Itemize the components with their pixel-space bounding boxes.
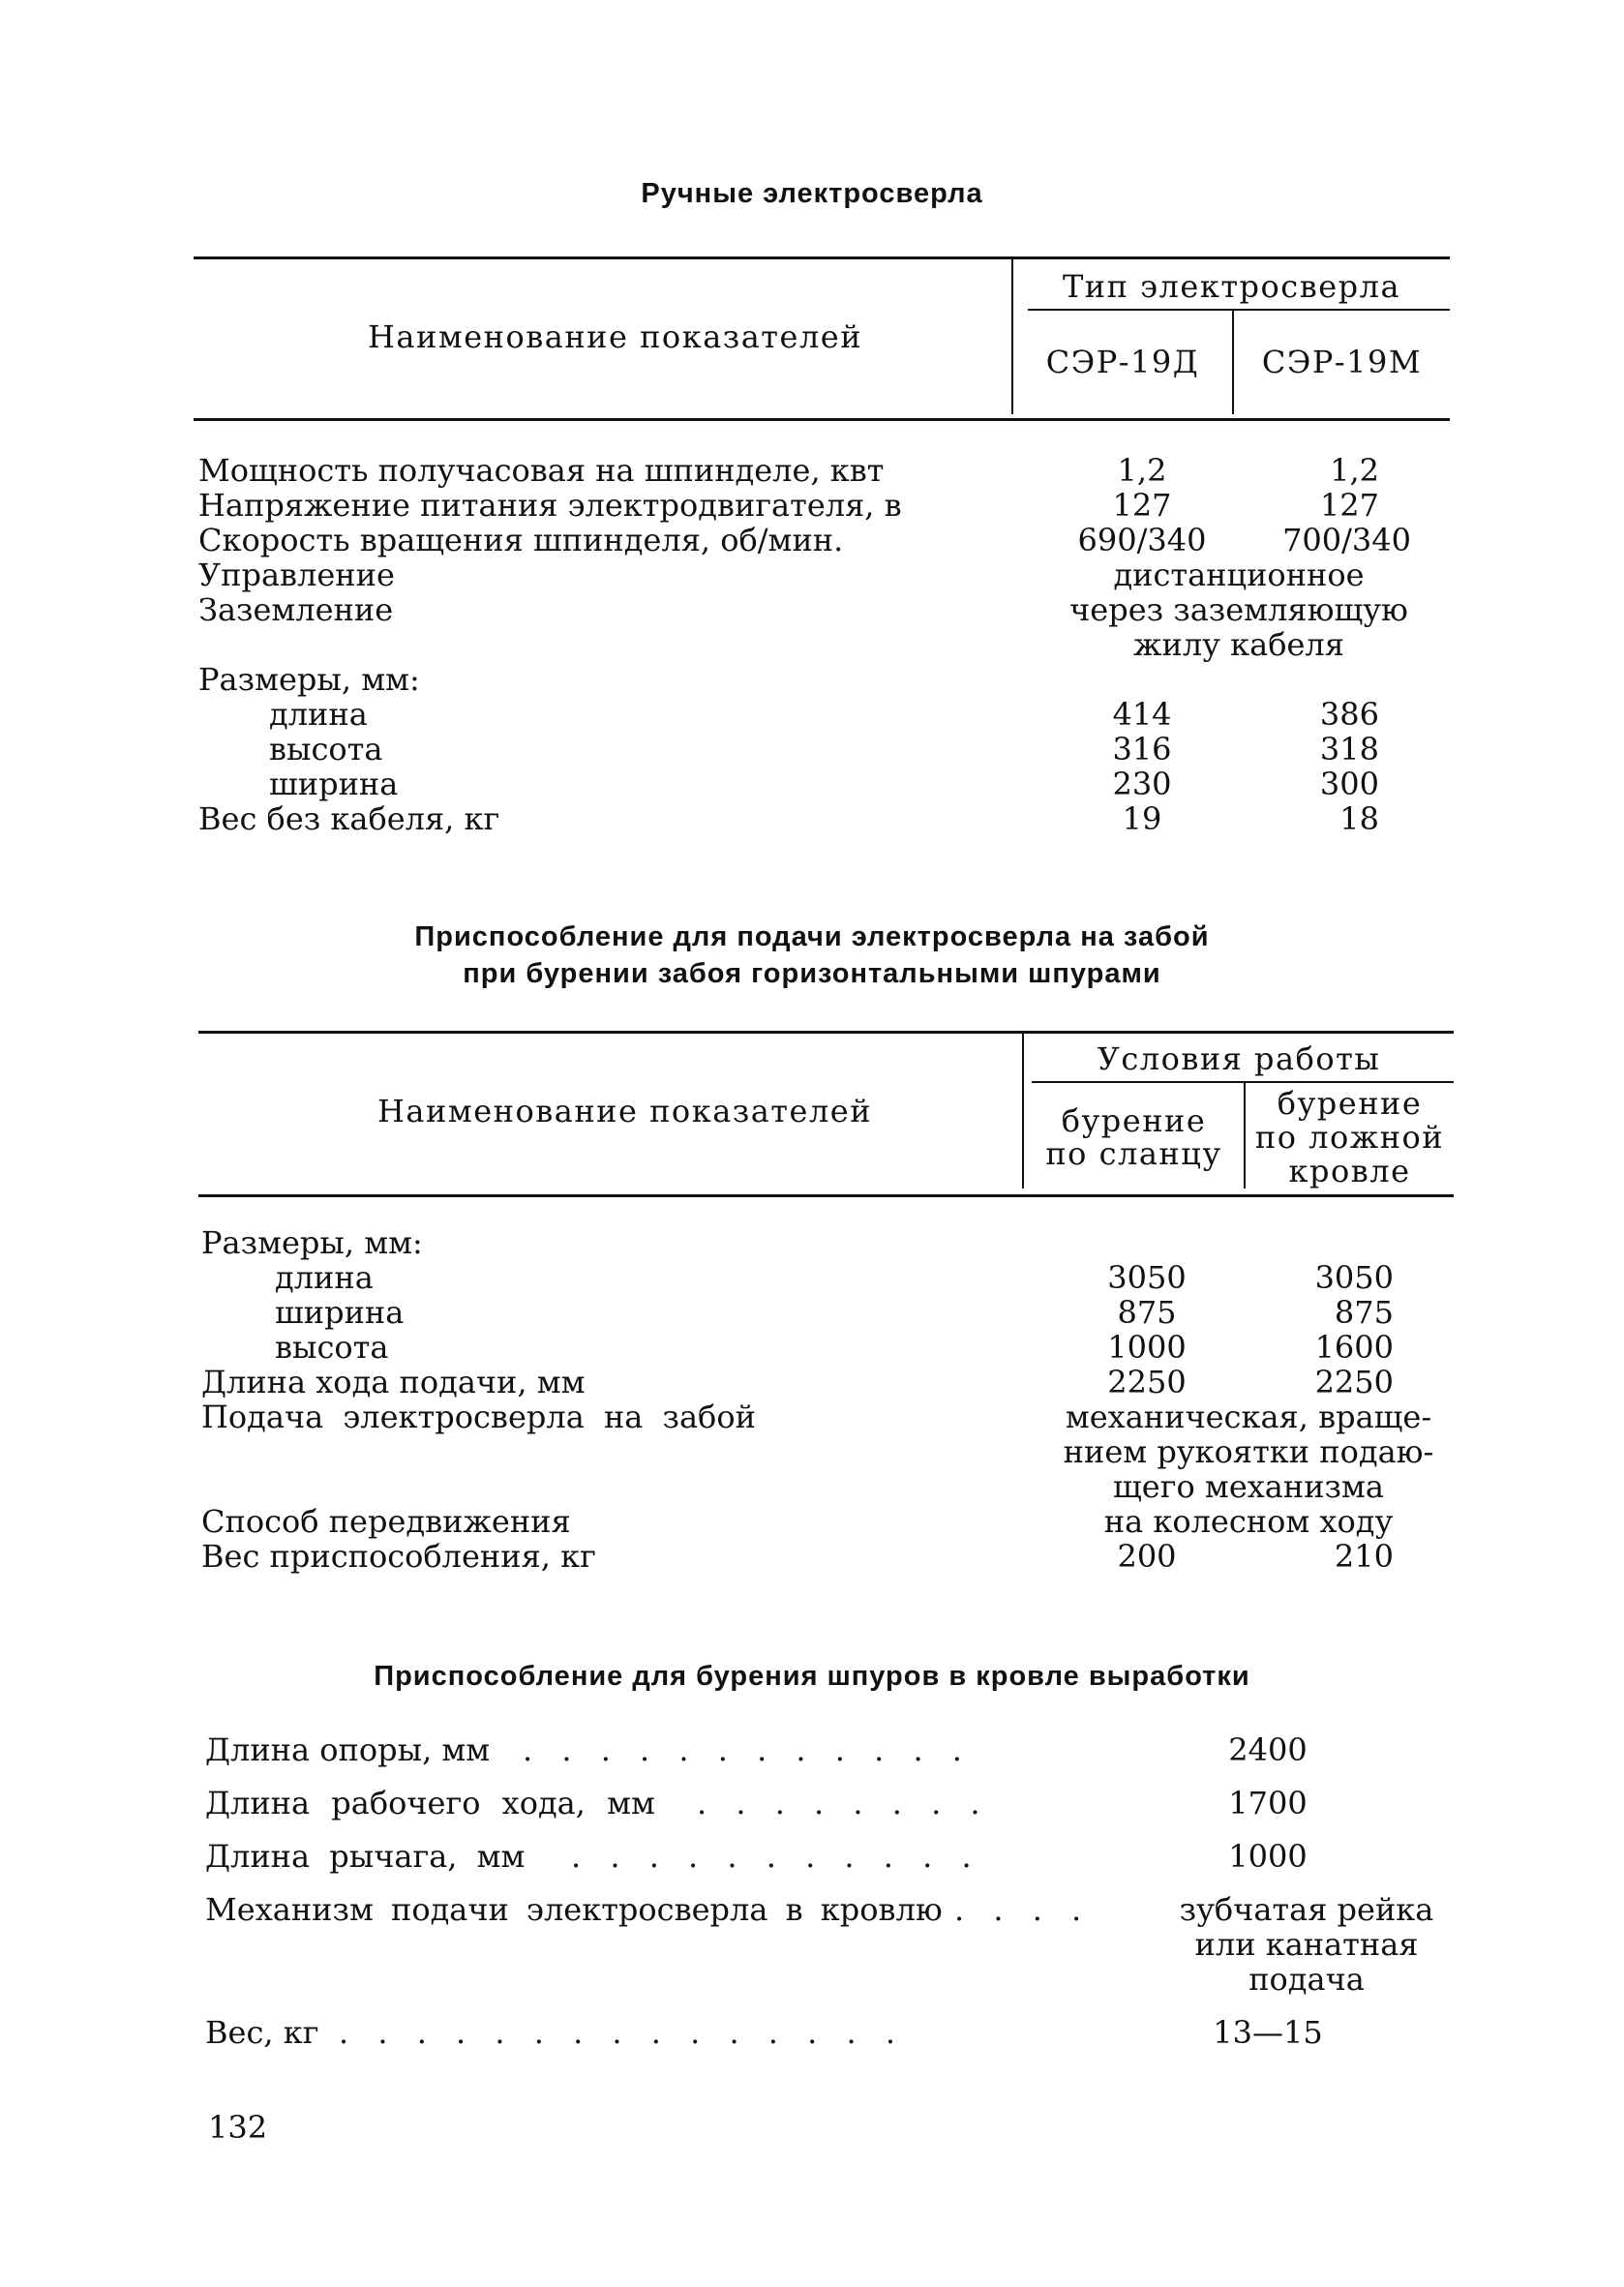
table1-row-label: Размеры, мм: [198,661,420,698]
spec-value: 1700 [1228,1785,1308,1821]
table1-row-v1: 19 [1122,800,1162,837]
page-number: 132 [208,2109,268,2146]
table1-row-v2: 700/340 [1282,522,1411,558]
table2-header-rule [198,1194,1454,1197]
table1-row-v1: 127 [1112,487,1172,524]
table2-row-v2: 2250 [1314,1364,1394,1400]
table2-row-label: Размеры, мм: [201,1224,423,1261]
table2-row-label: ширина [275,1294,405,1331]
table2-row-v2: 875 [1334,1294,1394,1331]
table1-row-label: Управление [198,557,395,593]
table2-col1-header-line2: по сланцу [1045,1135,1222,1172]
spec-label: Длина рычага, мм [205,1838,526,1875]
table1-row-v2: 127 [1319,487,1379,524]
table1-row-v2: 386 [1319,696,1379,733]
table2-row-v1: 1000 [1107,1329,1187,1366]
section1-title: Ручные электросверла [641,178,983,209]
table2-row-v2: 210 [1334,1538,1394,1575]
table1-col2-header: СЭР-19М [1261,344,1423,380]
table2-row-label: Длина хода подачи, мм [201,1364,586,1400]
leader-dots: . . . . . . . . [697,1785,990,1821]
leader-dots: . . . . [954,1891,1092,1928]
table2-row-span: щего механизма [1113,1468,1384,1505]
table2-col2-header-line1: бурение [1277,1085,1423,1122]
table2-row-v1: 200 [1117,1538,1177,1575]
spec-value: или канатная [1194,1926,1419,1963]
spec-label: Длина опоры, мм [205,1731,491,1768]
spec-value: зубчатая рейка [1179,1891,1434,1928]
table1-top-rule [194,256,1450,259]
spec-value: подача [1248,1961,1365,1998]
section3-title: Приспособление для бурения шпуров в кровле выработки [374,1661,1250,1692]
table1-row-v2: 18 [1339,800,1379,837]
table1-group-header: Тип электросверла [1062,268,1401,305]
leader-dots: . . . . . . . . . . . . . . . [339,2014,905,2051]
table1-row-v2: 1,2 [1330,452,1379,489]
table2-row-v1: 875 [1117,1294,1177,1331]
table1-row-v2: 318 [1319,731,1379,767]
table2-row-label: высота [275,1329,389,1366]
table2-group-header: Условия работы [1097,1040,1381,1077]
table2-col1-header-line1: бурение [1061,1102,1207,1139]
table1-header-rule [194,418,1450,421]
table2-group-rule [1032,1081,1454,1083]
table1-row-v1: 316 [1112,731,1172,767]
table2-name-col-header: Наименование показателей [377,1093,873,1129]
table1-col1-header: СЭР-19Д [1045,344,1200,380]
table1-row-label: Вес без кабеля, кг [198,800,500,837]
table1-row-span: дистанционное [1113,557,1365,593]
spec-label: Вес, кг [205,2014,319,2051]
table2-row-v2: 3050 [1314,1259,1394,1296]
table2-row-label: Способ передвижения [201,1503,571,1540]
table1-row-v1: 1,2 [1117,452,1167,489]
table1-row-span: через заземляющую [1069,591,1408,628]
table2-row-span: на колесном ходу [1103,1503,1394,1540]
table1-row-label: высота [269,731,383,767]
table1-row-label: Мощность получасовая на шпинделе, квт [198,452,885,489]
table1-row-label: длина [269,696,368,733]
spec-value: 1000 [1228,1838,1308,1875]
table2-row-v2: 1600 [1314,1329,1394,1366]
table1-row-v1: 414 [1112,696,1172,733]
table2-row-label: Подача электросверла на забой [201,1399,756,1435]
table2-row-v1: 3050 [1107,1259,1187,1296]
table2-col2-header-line2: по ложной [1254,1119,1445,1156]
spec-value: 13—15 [1213,2014,1323,2051]
table1-row-label: Скорость вращения шпинделя, об/мин. [198,522,844,558]
table1-row-label: ширина [269,766,399,802]
table2-row-label: длина [275,1259,374,1296]
table1-name-col-header: Наименование показателей [368,318,863,355]
table1-row-v2: 300 [1319,766,1379,802]
leader-dots: . . . . . . . . . . . . [523,1731,972,1768]
table1-row-v1: 690/340 [1077,522,1207,558]
table2-col2-header-line3: кровле [1288,1153,1411,1189]
table2-row-span: механическая, враще- [1065,1399,1432,1435]
table2-row-label: Вес приспособления, кг [201,1538,596,1575]
leader-dots: . . . . . . . . . . . [571,1838,981,1875]
table1-row-span: жилу кабеля [1133,626,1344,663]
spec-label: Длина рабочего хода, мм [205,1785,655,1821]
table1-row-label: Заземление [198,591,394,628]
section2-title-line1: Приспособление для подачи электросверла на забой [414,921,1210,952]
section2-title-line2: при бурении забоя горизонтальными шпурами [463,958,1161,989]
table1-row-v1: 230 [1112,766,1172,802]
table2-row-v1: 2250 [1107,1364,1187,1400]
spec-label: Механизм подачи электросверла в кровлю [205,1891,943,1928]
spec-value: 2400 [1228,1731,1308,1768]
table1-row-label: Напряжение питания электродвигателя, в [198,487,902,524]
table2-row-span: нием рукоятки подаю- [1063,1433,1434,1470]
table2-top-rule [198,1031,1454,1034]
table1-group-rule [1028,309,1450,311]
